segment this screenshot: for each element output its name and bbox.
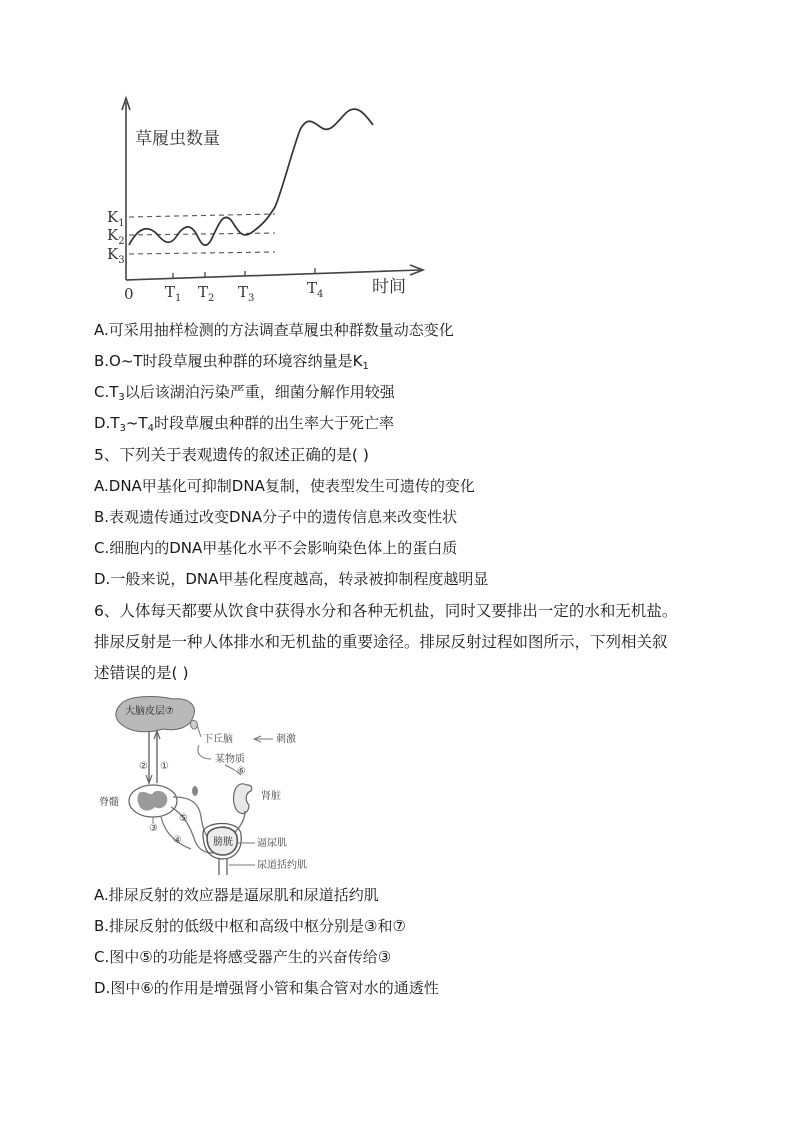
circle-6-label: ⑥ xyxy=(237,766,246,777)
q4-option-b: B.O~T时段草履虫种群的环境容纳量是$K_1$ xyxy=(94,352,369,372)
spinal-label: 脊髓 xyxy=(99,797,119,808)
k1-label: $K_1$ xyxy=(107,208,125,229)
k2-label: $K_2$ xyxy=(107,226,125,247)
q5-stem: 5、下列关于表观遗传的叙述正确的是( ) xyxy=(94,446,369,464)
circle-3-label: ③ xyxy=(149,823,158,834)
q6-stem-line-1: 6、人体每天都要从饮食中获得水分和各种无机盐，同时又要排出一定的水和无机盐。 xyxy=(94,602,678,620)
q5-option-c: C.细胞内的DNA甲基化水平不会影响染色体上的蛋白质 xyxy=(94,539,458,557)
circle-5-label: ⑤ xyxy=(179,813,188,824)
q6-stem-line-2: 排尿反射是一种人体排水和无机盐的重要途径。排尿反射过程如图所示，下列相关叙 xyxy=(94,633,668,651)
kidney xyxy=(234,784,252,814)
q4-option-a: A.可采用抽样检测的方法调查草履虫种群数量动态变化 xyxy=(94,321,454,339)
t1-label: $T_1$ xyxy=(165,283,182,304)
t4-label: $T_4$ xyxy=(307,279,324,300)
q5-option-d: D.一般来说，DNA甲基化程度越高，转录被抑制程度越明显 xyxy=(94,570,489,588)
circle-2-label: ② xyxy=(139,761,148,772)
q4-option-d: $D.T_3\sim T_4$时段草履虫种群的出生率大于死亡率 xyxy=(94,414,394,434)
stimulus-text: 刺激 xyxy=(276,734,296,745)
q6-option-d: D.图中⑥的作用是增强肾小管和集合管对水的通透性 xyxy=(94,979,439,997)
q6-option-b: B.排尿反射的低级中枢和高级中枢分别是③和⑦ xyxy=(94,917,406,935)
population-graph xyxy=(95,92,435,307)
k1-line xyxy=(129,214,275,217)
y-axis-label: 草履虫数量 xyxy=(135,129,220,149)
kidney-label: 肾脏 xyxy=(261,791,281,802)
t3-label: $T_3$ xyxy=(238,283,255,304)
substance-label: 某物质 xyxy=(215,754,245,765)
k2-line xyxy=(129,233,275,235)
circle-1-label: ① xyxy=(160,761,169,772)
q6-option-a: A.排尿反射的效应器是逼尿肌和尿道括约肌 xyxy=(94,886,379,904)
reflex-diagram xyxy=(95,693,325,878)
origin-label: 0 xyxy=(124,285,134,303)
hypothalamus-label: 下丘脑 xyxy=(203,734,233,745)
k3-line xyxy=(129,252,275,254)
q5-option-b: B.表观遗传通过改变DNA分子中的遗传信息来改变性状 xyxy=(94,508,458,526)
circle-4-label: ④ xyxy=(173,835,182,846)
k3-label: $K_3$ xyxy=(107,245,125,266)
t2-label: $T_2$ xyxy=(198,283,215,304)
q4-option-c: $C.T_3$以后该湖泊污染严重，细菌分解作用较强 xyxy=(94,383,395,403)
q5-option-a: A.DNA甲基化可抑制DNA复制，使表型发生可遗传的变化 xyxy=(94,477,475,495)
q6-option-c: C.图中⑤的功能是将感受器产生的兴奋传给③ xyxy=(94,948,392,966)
x-axis-label: 时间 xyxy=(372,277,406,297)
q6-stem-line-3: 述错误的是( ) xyxy=(94,664,189,682)
detrusor-label: 逼尿肌 xyxy=(257,838,287,849)
bladder-label: 膀胱 xyxy=(213,837,233,848)
cortex-label: 大脑皮层⑦ xyxy=(125,706,174,717)
sphincter-label: 尿道括约肌 xyxy=(257,860,307,871)
